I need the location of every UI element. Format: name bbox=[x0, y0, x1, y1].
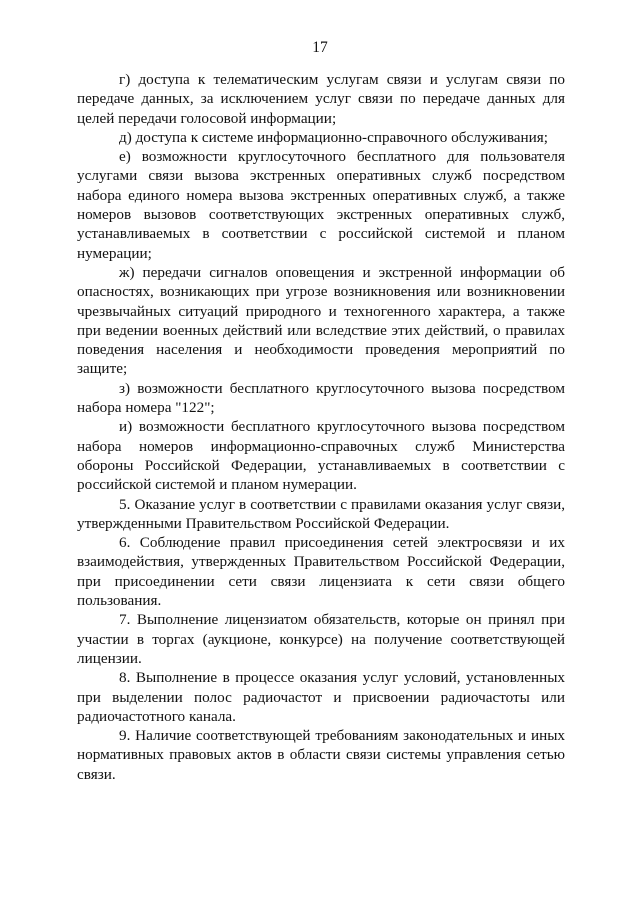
clause-9: 9. Наличие соответствующей требованиям законодательных и иных нормативных правовых актов в области связи системы управления сетью связи. bbox=[77, 727, 565, 783]
paragraph-z: з) возможности бесплатного круглосуточного вызова посредством набора номера "122"; bbox=[77, 379, 565, 417]
clause-7: 7. Выполнение лицензиатом обязательств, которые он принял при участии в торгах (аукционе, конкурсе) на получение соответствующей лицензии. bbox=[77, 611, 565, 667]
page-number: 17 bbox=[312, 39, 328, 56]
paragraph-d: д) доступа к системе информационно-справочного обслуживания; bbox=[119, 128, 548, 146]
clause-8: 8. Выполнение в процессе оказания услуг условий, установленных при выделении полос радиочастот и присвоении радиочастоты или радиочастотного канала. bbox=[77, 669, 565, 725]
document-body bbox=[77, 70, 565, 784]
clause-5: 5. Оказание услуг в соответствии с правилами оказания услуг связи, утвержденными Правительством Российской Федерации. bbox=[77, 495, 565, 532]
paragraph-i: и) возможности бесплатного круглосуточного вызова посредством набора номеров информационно-справочных служб Министерства обороны Российской Федерации, устанавливаемых в соответствии с российской системой и планом нумерации. bbox=[77, 418, 565, 494]
paragraph-g: г) доступа к телематическим услугам связи и услугам связи по передаче данных, за исключением услуг связи по передаче данных для целей передачи голосовой информации; bbox=[77, 71, 565, 127]
clause-6: 6. Соблюдение правил присоединения сетей электросвязи и их взаимодействия, утвержденных Правительством Российской Федерации, при присоединении сети связи лицензиата к сети связи общего пользования. bbox=[77, 534, 565, 610]
paragraph-zh: ж) передачи сигналов оповещения и экстренной информации об опасностях, возникающих при угрозе возникновения или возникновении чрезвычайных ситуаций природного и техногенного характера, а также при ведении военных действий или вследствие этих действий, о правилах поведения населения и необходимости проведения мероприятий по защите; bbox=[77, 263, 565, 378]
paragraph-e: е) возможности круглосуточного бесплатного для пользователя услугами связи вызова экстренных оперативных служб посредством набора единого номера вызова экстренных оперативных служб, а также номеров вызовов соответствующих экстренных оперативных служб, устанавливаемых в соответствии с российской системой и планом нумерации; bbox=[77, 148, 565, 262]
